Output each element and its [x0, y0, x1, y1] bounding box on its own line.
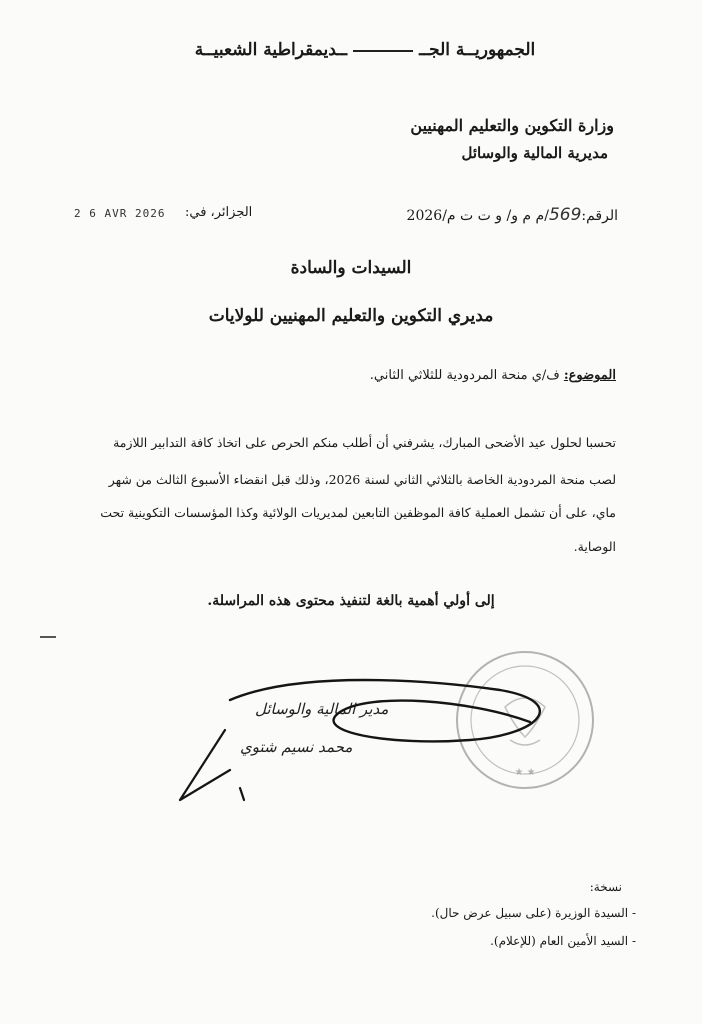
republic-header	[150, 40, 580, 60]
reference-label: الرقم:	[581, 208, 618, 224]
closing-sentence: إلى أولي أهمية بالغة لتنفيذ محتوى هذه المراسلة.	[207, 593, 495, 609]
svg-text:★ ★: ★ ★	[514, 767, 536, 778]
subject-line	[370, 368, 616, 383]
ministry-name: وزارة التكوين والتعليم المهنيين	[410, 116, 614, 135]
reference-number	[407, 205, 618, 225]
signatory-title: مدير المالية والوسائل	[255, 700, 389, 718]
date-stamp: 2 6 AVR 2026	[74, 207, 166, 220]
header-dash	[353, 50, 413, 52]
reference-handwritten-number: 569	[548, 205, 582, 225]
body-paragraph-line: تحسبا لحلول عيد الأضحى المبارك، يشرفني أن أطلب منكم الحرص على اتخاذ كافة التدابير اللازمة	[113, 435, 616, 450]
copies-label: نسخة:	[589, 880, 622, 894]
subject-text: ف/ي منحة المردودية للثلاثي الثاني.	[369, 368, 560, 383]
handwritten-signature	[170, 660, 600, 820]
copy-recipient: - السيد الأمين العام (للإعلام).	[490, 934, 636, 948]
body-paragraph-line: الوصاية.	[573, 539, 616, 554]
addressee-line-2: مديري التكوين والتعليم المهنيين للولايات	[208, 306, 494, 326]
copy-recipient: - السيدة الوزيرة (على سبيل عرض حال).	[431, 906, 636, 920]
place-label: الجزائر، في:	[185, 205, 253, 220]
republic-header-part2: ــديمقراطية الشعبيــة	[194, 40, 348, 60]
body-paragraph-line: لصب منحة المردودية الخاصة بالثلاثي الثاني لسنة 2026، وذلك قبل انقضاء الأسبوع الثالث من شهر	[108, 472, 616, 487]
body-paragraph-line: ماي، على أن تشمل العملية كافة الموظفين التابعين لمديريات الولائية وكذا المؤسسات التكوينية تحت	[100, 505, 616, 520]
republic-header-part1: الجمهوريــة الجــ	[419, 40, 536, 60]
reference-code: /م م و/ و ت ت م/2026	[406, 208, 549, 224]
directorate-name: مديرية المالية والوسائل	[461, 144, 608, 162]
margin-mark	[40, 636, 56, 638]
signatory-name: محمد نسيم شتوي	[240, 738, 353, 756]
addressee-line-1: السيدات والسادة	[290, 258, 412, 278]
subject-label: الموضوع:	[563, 368, 616, 383]
